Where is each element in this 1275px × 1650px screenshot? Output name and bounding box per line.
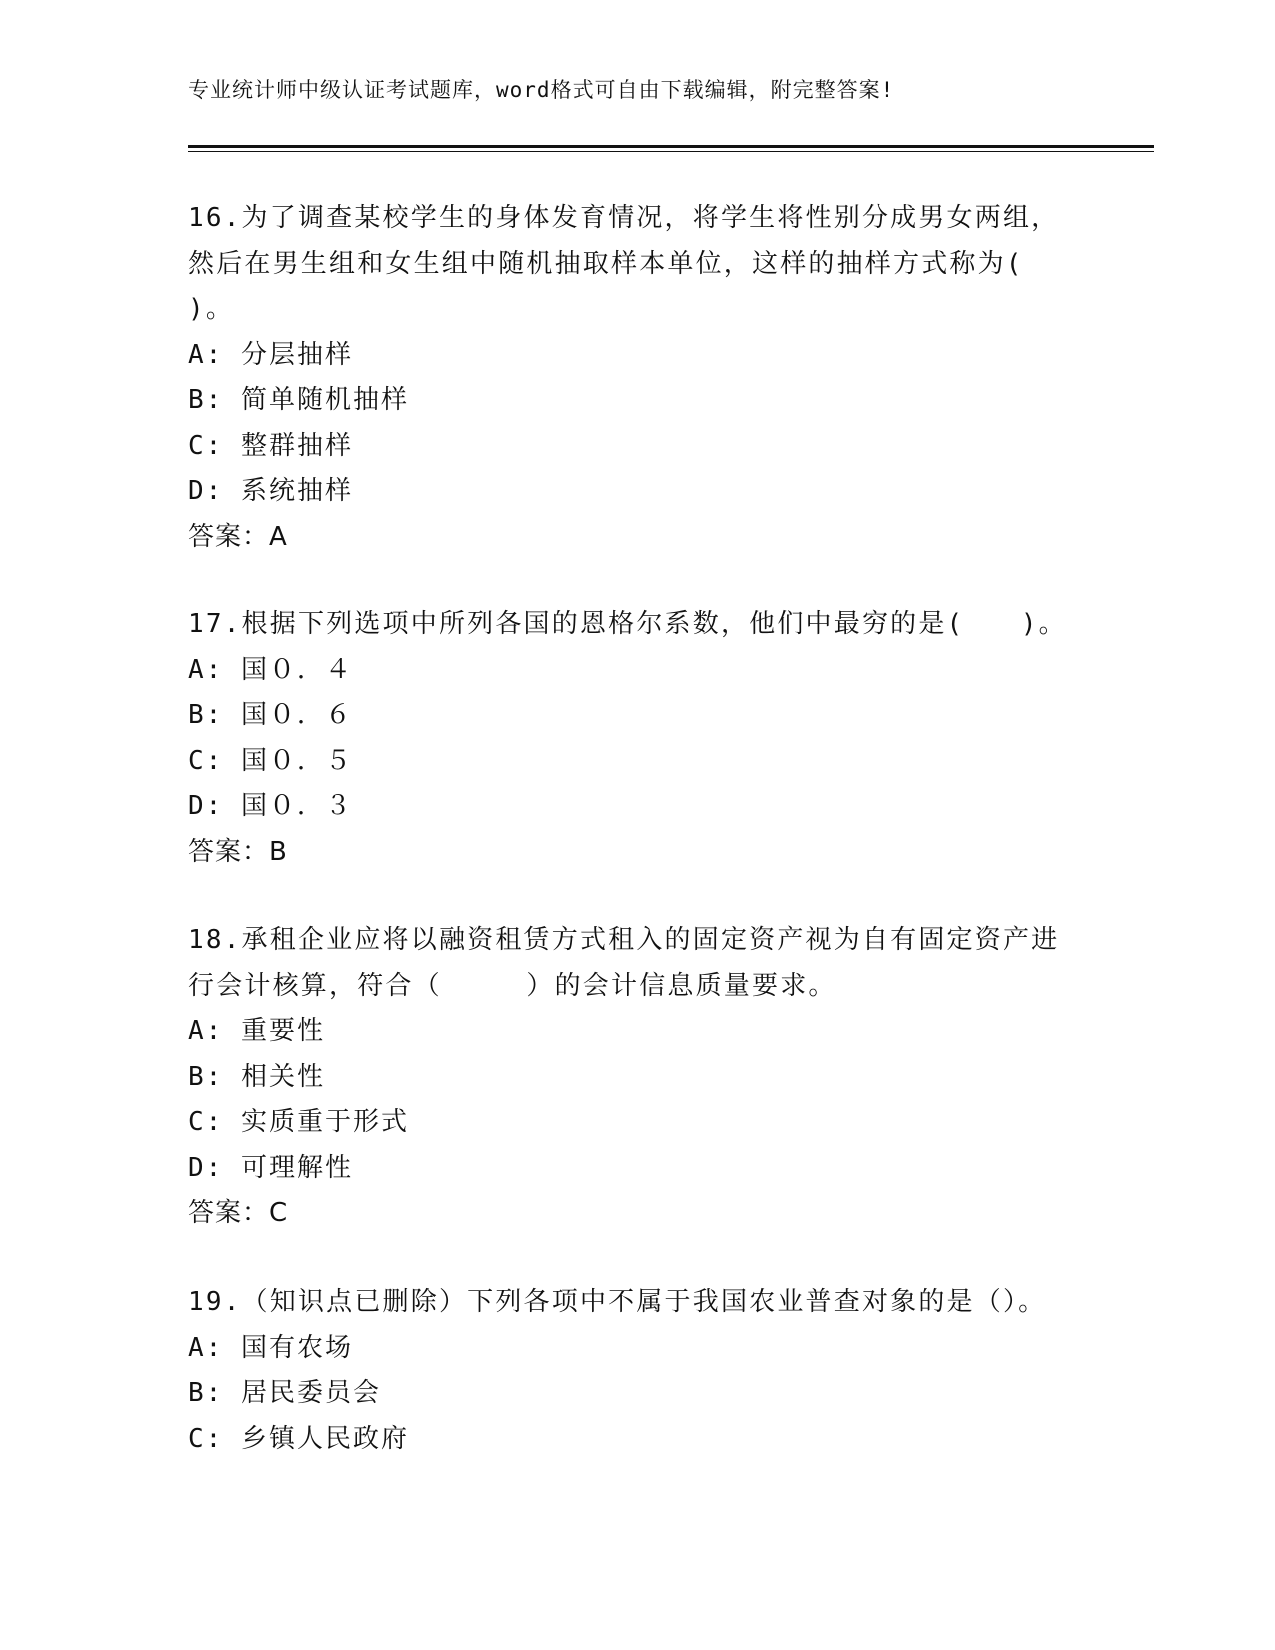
- question-17: [188, 602, 1088, 875]
- answer: 答案：B: [188, 836, 288, 867]
- question-text-line: )。: [188, 294, 235, 324]
- header-rule-thin: [188, 151, 1154, 152]
- option-c: C: 乡镇人民政府: [188, 1423, 409, 1454]
- option-a: A: 分层抽样: [188, 339, 353, 370]
- question-19: [188, 1280, 1088, 1462]
- option-c: C: 实质重于形式: [188, 1107, 409, 1137]
- question-18: [188, 918, 1088, 1237]
- option-d: D: 系统抽样: [188, 476, 353, 506]
- page-header: 专业统计师中级认证考试题库，word格式可自由下载编辑，附完整答案!: [188, 78, 895, 102]
- question-text-line: 16.为了调查某校学生的身体发育情况，将学生将性别分成男女两组，: [188, 203, 1060, 233]
- option-b: B: 国０．６: [188, 700, 353, 730]
- option-a: A: 国０．４: [188, 654, 353, 685]
- option-d: D: 国０．３: [188, 791, 353, 821]
- question-text-line: 19.（知识点已删除）下列各项中不属于我国农业普查对象的是（）。: [188, 1287, 1047, 1317]
- option-c: C: 国０．５: [188, 745, 353, 776]
- option-b: B: 居民委员会: [188, 1378, 381, 1408]
- option-a: A: 国有农场: [188, 1332, 353, 1363]
- question-16: [188, 196, 1088, 560]
- option-c: C: 整群抽样: [188, 430, 353, 461]
- option-b: B: 相关性: [188, 1061, 325, 1092]
- question-text-line: 18.承租企业应将以融资租赁方式租入的固定资产视为自有固定资产进: [188, 925, 1060, 955]
- answer: 答案：A: [188, 521, 288, 552]
- option-b: B: 简单随机抽样: [188, 385, 409, 415]
- question-text-line: 然后在男生组和女生组中随机抽取样本单位，这样的抽样方式称为(: [188, 248, 1024, 279]
- answer: 答案：C: [188, 1198, 289, 1228]
- header-rule-thick: [188, 145, 1154, 148]
- option-d: D: 可理解性: [188, 1152, 353, 1183]
- question-text-line: 17.根据下列选项中所列各国的恩格尔系数，他们中最穷的是( )。: [188, 609, 1067, 639]
- option-a: A: 重要性: [188, 1016, 325, 1046]
- question-text-line: 行会计核算，符合（ ）的会计信息质量要求。: [188, 970, 837, 1001]
